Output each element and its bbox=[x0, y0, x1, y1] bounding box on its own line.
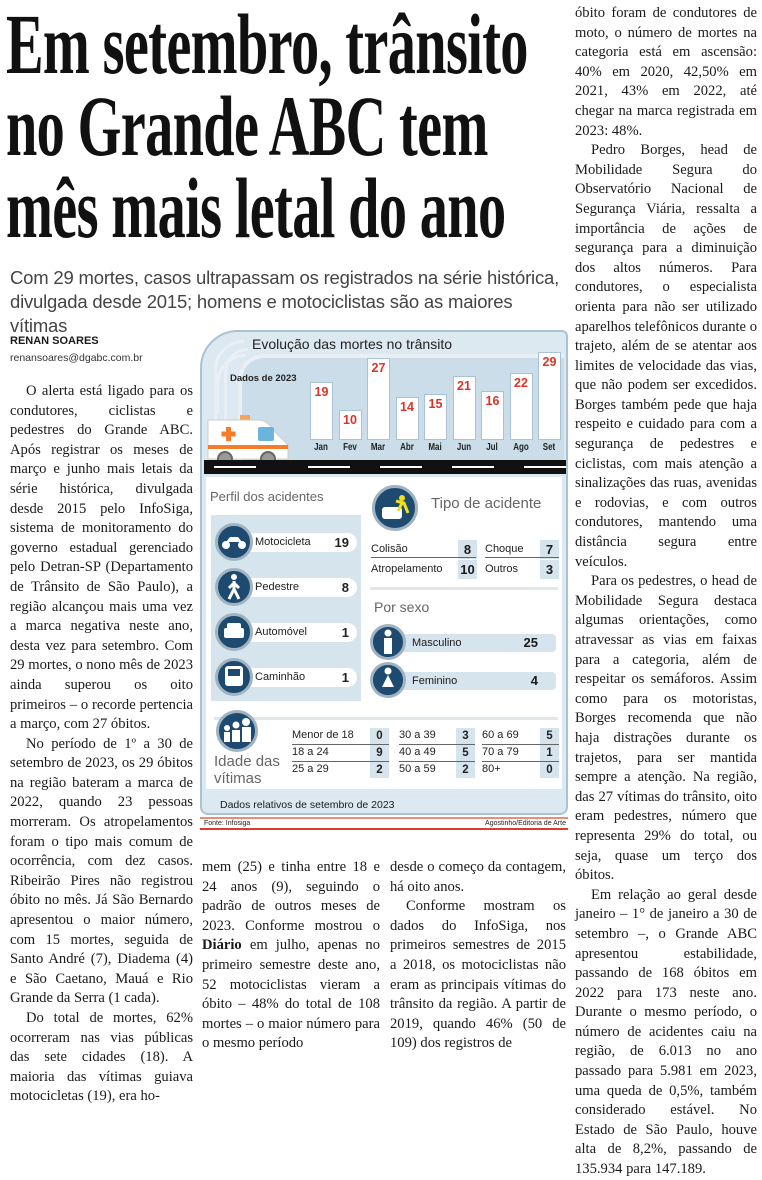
profile-value: 1 bbox=[341, 670, 349, 685]
car-icon bbox=[215, 613, 253, 651]
author-email[interactable]: renansoares@dgabc.com.br bbox=[10, 352, 143, 364]
text: em julho, apenas no primeiro semestre deste ano, 52 motociclistas vieram a óbito – 48% do total de 108 mortes – o maior número para o mesmo período bbox=[202, 937, 380, 1052]
column-1 bbox=[10, 382, 193, 1107]
road-dash bbox=[214, 466, 256, 468]
profile-row-pedestre bbox=[215, 568, 357, 608]
divider bbox=[485, 557, 559, 558]
chart-subtitle: Dados de 2023 bbox=[230, 373, 297, 384]
column-3 bbox=[390, 858, 566, 1054]
bar-value-label: 29 bbox=[542, 354, 557, 369]
paragraph: desde o começo da contagem, há oito anos. bbox=[390, 859, 566, 895]
accident-type-icon bbox=[372, 485, 418, 531]
age-label: Menor de 18 bbox=[292, 729, 354, 741]
bar-value-label: 10 bbox=[343, 412, 357, 427]
age-value: 2 bbox=[370, 762, 389, 778]
month-label: Jan bbox=[314, 442, 328, 453]
male-icon bbox=[370, 624, 406, 660]
type-title: Tipo de acidente bbox=[431, 495, 542, 512]
source: Fonte: Infosiga bbox=[204, 820, 251, 827]
month-label: Mai bbox=[428, 442, 442, 453]
bar-ago bbox=[510, 373, 533, 440]
headline-line-3: mês mais letal do ano bbox=[6, 160, 506, 256]
type-value: 3 bbox=[540, 560, 559, 579]
type-label: Colisão bbox=[371, 543, 408, 555]
paragraph: Do total de mortes, 62% ocorreram nas vias públicas das sete cidades (18). A maioria das vítimas guiava motocicletas (19), era ho- bbox=[10, 1010, 193, 1105]
paragraph: No período de 1º a 30 de setembro de 2023, os 29 óbitos na região bateram a marca de 2022, quando 23 pessoas morreram. Os atropelamentos foram o tipo mais comum de ocorrência, com dez casos. Ribeirão Pires não registrou óbito no mês. Já São Bernardo apresentou o maior número, com 15 mortes, seguida de Santo André (7), Diadema (4) e São Caetano, Mauá e Rio Grande da Serra (1 cada). bbox=[10, 735, 193, 1007]
female-icon bbox=[370, 662, 406, 698]
bar-value-label: 22 bbox=[514, 375, 528, 390]
sex-value: 4 bbox=[530, 673, 538, 688]
paragraph: Pedro Borges, head de Mobilidade Segura do Observatório Nacional de Segurança Viária, ressalta a importância de ações de segurança para a diminuição dos altos números. Para condutores, o especialista orienta para não ser utilizado aparelhos telefônicos durante o trajeto, além de se atentar aos limites de velocidade das vias, que não podem ser excedidos. Borges também pede que haja respeito e cuidado para com a segurança de pedestres e ciclistas, com mais atenção a sinalizações das ruas, avenidas e rodovias, e com outros condutores, mantendo uma distância segura entre veículos. bbox=[575, 142, 757, 570]
column-2 bbox=[202, 858, 380, 1054]
month-label: Ago bbox=[512, 442, 529, 453]
profile-pill bbox=[245, 623, 357, 642]
source-line bbox=[200, 817, 568, 830]
bar-value-label: 14 bbox=[400, 400, 414, 415]
bar-value-label: 21 bbox=[457, 378, 471, 393]
age-value: 0 bbox=[540, 762, 559, 778]
age-value: 3 bbox=[456, 728, 475, 744]
profile-row-caminhão bbox=[215, 658, 357, 698]
age-value: 9 bbox=[370, 745, 389, 761]
sex-label: Feminino bbox=[412, 675, 458, 687]
age-label: 50 a 59 bbox=[399, 763, 436, 775]
age-label: 70 a 79 bbox=[482, 746, 519, 758]
bar-jul bbox=[481, 391, 504, 440]
stats-panel bbox=[206, 477, 562, 789]
type-label: Choque bbox=[485, 543, 524, 555]
month-label: Fev bbox=[342, 442, 357, 453]
paragraph: O alerta está ligado para os condutores, ciclistas e pedestres do Grande ABC. Após registrar os meses de março e junho mais letais da série histórica, divulgada desde 2015 pelo InfoSiga, sistema de monitoramento do governo estadual gerenciado pelo Detran-SP (Departamento de Trânsito de São Paulo), a região alcançou mais uma vez a marca negativa neste ano, desta vez para setembro. Com 29 mortes, o nono mês de 2023 ainda superou os oito primeiros – o recorde pertencia a março, com 27 óbitos. bbox=[10, 383, 193, 733]
road-dash bbox=[524, 466, 566, 468]
pedestrian-icon bbox=[215, 568, 253, 606]
sex-value: 25 bbox=[523, 635, 538, 650]
age-label: 40 a 49 bbox=[399, 746, 436, 758]
type-value: 10 bbox=[458, 560, 477, 579]
paragraph bbox=[202, 858, 380, 1054]
age-value: 2 bbox=[456, 762, 475, 778]
road-dash bbox=[380, 466, 422, 468]
bar-mar bbox=[367, 358, 390, 440]
month-label: Abr bbox=[399, 442, 414, 453]
sex-label: Masculino bbox=[412, 637, 462, 649]
bar-jan bbox=[310, 382, 333, 440]
profile-value: 1 bbox=[341, 625, 349, 640]
sex-row-masculino bbox=[384, 634, 556, 652]
road bbox=[204, 460, 566, 474]
type-label: Outros bbox=[485, 563, 519, 575]
divider bbox=[214, 717, 558, 720]
column-4 bbox=[575, 4, 757, 1180]
bar-value-label: 16 bbox=[485, 394, 500, 409]
age-label: 80+ bbox=[482, 763, 501, 775]
road-dash bbox=[308, 466, 350, 468]
profile-title: Perfil dos acidentes bbox=[210, 489, 324, 504]
text: mem (25) e tinha entre 18 e 24 anos (9), seguindo o padrão de outros meses de 2023. Conforme mostrou o bbox=[202, 859, 380, 934]
paragraph: Conforme mostram os dados do InfoSiga, nos primeiros semestres de 2015 a 2018, os motociclistas não eram as principais vítimas do trânsito da região. A partir de 2019, quando 46% (50 de 109) dos registros de bbox=[390, 898, 566, 1052]
infographic bbox=[200, 330, 568, 815]
divider bbox=[370, 587, 558, 590]
bar-abr bbox=[396, 397, 419, 440]
paragraph: óbito foram de condutores de moto, o número de mortes na categoria está em ascensão: 40% em 2020, 42,50% em 2021, 43% em 2022, até chegar na marca registrada em 2023: 48%. bbox=[575, 5, 757, 139]
profile-label: Pedestre bbox=[255, 581, 300, 593]
profile-label: Automóvel bbox=[255, 626, 307, 638]
age-title: Idade das vítimas bbox=[214, 753, 280, 787]
headline-line-2: no Grande ABC tem bbox=[6, 78, 488, 174]
age-label: 25 a 29 bbox=[292, 763, 329, 775]
profile-box bbox=[211, 515, 361, 701]
paragraph: Para os pedestres, o head de Mobilidade Segura destaca algumas orientações, como atravessar as vias em faixas para a categoria, além de respeitar os semáforos. Assim como para os motoristas, Borges recomenda que não haja distrações durante os trajetos, para ser mantida sempre a atenção. Na região, das 27 vítimas do trânsito, oito eram pedestres, número que representa 29% do total, ou seja, quase um terço dos óbitos. bbox=[575, 573, 757, 884]
month-label: Jun bbox=[456, 442, 471, 453]
age-value: 0 bbox=[370, 728, 389, 744]
age-value: 5 bbox=[540, 728, 559, 744]
profile-pill bbox=[245, 533, 357, 552]
sex-row-feminino bbox=[384, 672, 556, 690]
bar-fev bbox=[339, 410, 362, 441]
age-value: 1 bbox=[540, 745, 559, 761]
sex-title: Por sexo bbox=[374, 599, 430, 615]
profile-label: Caminhão bbox=[255, 671, 306, 683]
author: RENAN SOARES bbox=[10, 335, 99, 347]
bar-value-label: 27 bbox=[371, 360, 386, 375]
profile-value: 19 bbox=[334, 535, 349, 550]
type-label: Atropelamento bbox=[371, 563, 443, 575]
newspaper-name: Diário bbox=[202, 937, 242, 954]
divider bbox=[214, 795, 558, 798]
divider bbox=[371, 557, 476, 558]
age-value: 5 bbox=[456, 745, 475, 761]
month-label: Jul bbox=[486, 442, 498, 453]
bar-set bbox=[538, 352, 561, 440]
road-dash bbox=[452, 466, 494, 468]
headline-line-1: Em setembro, trânsito bbox=[6, 0, 528, 92]
infographic-title: Evolução das mortes no trânsito bbox=[252, 336, 452, 352]
truck-icon bbox=[215, 658, 253, 696]
type-value: 7 bbox=[540, 540, 559, 559]
credit: Agostinho/Editoria de Arte bbox=[485, 820, 566, 827]
bar-jun bbox=[453, 376, 476, 440]
age-label: 18 a 24 bbox=[292, 746, 329, 758]
profile-pill bbox=[245, 668, 357, 687]
month-label: Set bbox=[542, 442, 556, 453]
data-note: Dados relativos de setembro de 2023 bbox=[220, 799, 395, 811]
bar-value-label: 15 bbox=[428, 397, 443, 412]
month-label: Mar bbox=[370, 442, 386, 453]
age-label: 60 a 69 bbox=[482, 729, 519, 741]
subtitle: Com 29 mortes, casos ultrapassam os registrados na série histórica, divulgada desde 2015; homens e motociclistas são as maiores vítimas bbox=[10, 267, 560, 336]
profile-row-motocicleta bbox=[215, 523, 357, 563]
type-value: 8 bbox=[458, 540, 477, 559]
profile-label: Motocicleta bbox=[255, 536, 311, 548]
profile-value: 8 bbox=[341, 580, 349, 595]
profile-pill bbox=[245, 578, 357, 597]
bar-value-label: 19 bbox=[314, 385, 329, 400]
paragraph: Em relação ao geral desde janeiro – 1° de janeiro a 30 de setembro –, o Grande ABC apresentou estabilidade, passando de 168 óbitos em 2022 para 173 neste ano. Durante o mesmo período, o número de acidentes caiu na região, de 6.013 no ano passado para 5.981 em 2023, uma queda de 0,5%, também considerado estável. No Estado de São Paulo, houve alta de 8,2%, passando de 135.934 para 147.189. bbox=[575, 886, 757, 1178]
profile-row-automóvel bbox=[215, 613, 357, 653]
family-icon bbox=[216, 710, 258, 752]
motorcycle-icon bbox=[215, 523, 253, 561]
bar-mai bbox=[424, 394, 447, 440]
age-label: 30 a 39 bbox=[399, 729, 436, 741]
